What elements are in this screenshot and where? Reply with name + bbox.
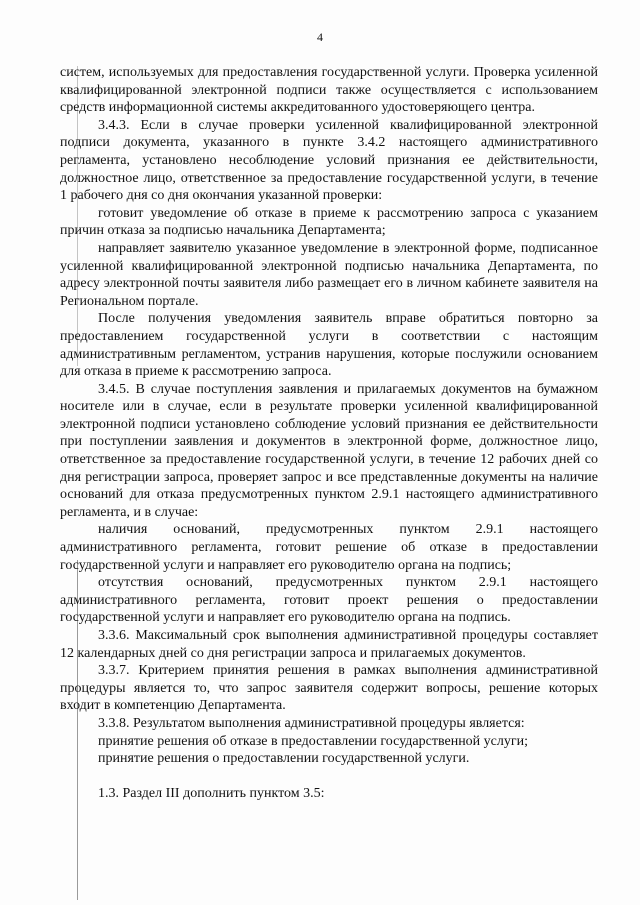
document-body <box>60 64 598 802</box>
paragraph-grounds-present: наличия оснований, предусмотренных пунктом 2.9.1 настоящего административного регламента, готовит решение об отказе в предоставлении государственной услуги и направляет его руководителю органа на подпись; <box>60 522 598 573</box>
paragraph-reapply: После получения уведомления заявитель вправе обратиться повторно за предоставлением государственной услуги в соответствии с настоящим административным регламентом, устранив нарушения, которые послужили основанием для отказа в приеме к рассмотрению запроса. <box>60 311 598 380</box>
paragraph-1-3: 1.3. Раздел III дополнить пунктом 3.5: <box>98 785 325 801</box>
paragraph-continuation: систем, используемых для предоставления государственной услуги. Проверка усиленной квалифицированной электронной подписи также осуществляется с использованием средств информационной системы аккредитованного удостоверяющего центра. <box>60 65 598 116</box>
paragraph-3-3-7: 3.3.7. Критерием принятия решения в рамках выполнения административной процедуры является то, что запрос заявителя содержит вопросы, решение которых входит в компетенцию Департамента. <box>60 663 598 714</box>
paragraph-prepares-notice: готовит уведомление об отказе в приеме к рассмотрению запроса с указанием причин отказа за подписью начальника Департамента; <box>60 205 598 239</box>
paragraph-grounds-absent: отсутствия оснований, предусмотренных пунктом 2.9.1 настоящего административного регламента, готовит проект решения о предоставлении государственной услуги и направляет его руководителю органа на подпись. <box>60 575 598 626</box>
paragraph-3-3-6: 3.3.6. Максимальный срок выполнения административной процедуры составляет 12 календарных дней со дня регистрации запроса и прилагаемых документов. <box>60 628 598 661</box>
paragraph-3-3-8: 3.3.8. Результатом выполнения административной процедуры является: <box>98 715 525 731</box>
paragraph-result-grant: принятие решения о предоставлении государственной услуги. <box>98 751 470 767</box>
page-number: 4 <box>317 30 323 44</box>
paragraph-3-4-5: 3.4.5. В случае поступления заявления и прилагаемых документов на бумажном носителе или в случае, если в результате проверки усиленной квалифицированной электронной подписи установлено соблюдение условий признания ее действительности при поступлении заявления и документов в электронной форме, должностное лицо, ответственное за предоставление государственной услуги, в течение 12 рабочих дней со дня регистрации запроса, проверяет запрос и все представленные документы на наличие оснований для отказа предусмотренных пунктом 2.9.1 настоящего административного регламента, и в случае: <box>60 381 598 520</box>
paragraph-sends-notice: направляет заявителю указанное уведомление в электронной форме, подписанное усиленной квалифицированной электронной подписью начальника Департамента, по адресу электронной почты заявителя либо размещает его в личном кабинете заявителя на Региональном портале. <box>60 240 598 309</box>
paragraph-3-4-3: 3.4.3. Если в случае проверки усиленной квалифицированной электронной подписи документа, указанного в пункте 3.4.2 настоящего административного регламента, установлено несоблюдение условий признания ее действительности, должностное лицо, ответственное за предоставление государственной услуги, в течение 1 рабочего дня со дня окончания указанной проверки: <box>60 117 598 204</box>
paragraph-result-refusal: принятие решения об отказе в предоставлении государственной услуги; <box>98 733 529 749</box>
